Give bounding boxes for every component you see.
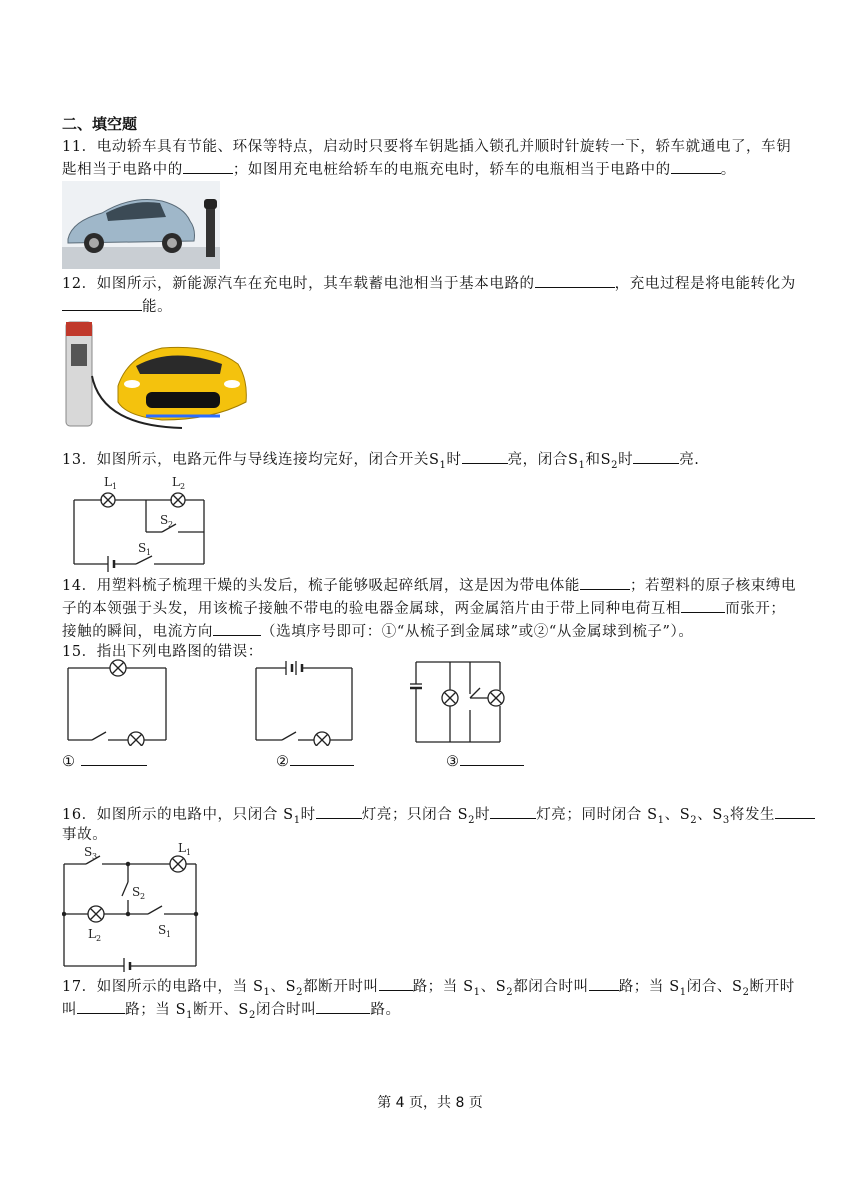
q17-sub-6: 2 [742, 986, 750, 998]
q13-sub-2: 1 [578, 459, 586, 471]
q13-label-S2-sub: 2 [168, 520, 174, 529]
q12-text-b: ，充电过程是将电能转化为 [614, 276, 796, 292]
q17-text-l: 断开、S [193, 1002, 249, 1018]
q15-option-1 [62, 750, 162, 774]
q13-label-S1-sub: 1 [146, 548, 152, 557]
q17-text-i: 断开时 [749, 979, 795, 995]
q16-circuit-diagram [62, 842, 202, 972]
page-footer: 第 4 页，共 8 页 [377, 1095, 483, 1111]
q17-blank-4[interactable] [316, 999, 370, 1014]
q15-opt3-label: ③ [446, 754, 460, 770]
q15-circuit-2 [252, 658, 372, 746]
q17-text-e: 、S [480, 979, 507, 995]
q16-label-S3-sub: 3 [92, 852, 98, 861]
q15-line1: 15．指出下列电路图的错误： [62, 644, 263, 660]
q16-blank-3[interactable] [775, 804, 815, 819]
q17-line2 [62, 998, 832, 1028]
q17-text-m: 闭合时叫 [255, 1002, 317, 1018]
q15-blank-3[interactable] [460, 751, 524, 766]
q16-label-S2: S [132, 885, 141, 899]
q13-text-a: 13．如图所示，电路元件与导线连接均完好，闭合开关S [62, 452, 440, 468]
q11-line1: 11．电动轿车具有节能、环保等特点，启动时只要将车钥匙插入锁孔并顺时针旋转一下，轿车就通电了，车钥 [62, 139, 792, 155]
q13-blank-1[interactable] [462, 449, 508, 464]
q13-sub-3: 2 [611, 459, 619, 471]
q12-text-c: 能。 [142, 299, 173, 315]
q17-text-a: 17．如图所示的电路中，当 S [62, 979, 264, 995]
q16-label-L1: L [178, 842, 186, 855]
q15-circuit-3 [404, 658, 514, 746]
q14-text-e: 接触的瞬间，电流方向 [62, 624, 213, 640]
q11-line2 [62, 158, 832, 182]
q11-text-c: 。 [720, 162, 736, 178]
q16-text-f: 、S [664, 807, 691, 823]
q13-label-L2-sub: 2 [180, 482, 186, 491]
q17-text-d: 路；当 S [412, 979, 474, 995]
q16-text-c: 灯亮；只闭合 S [361, 807, 469, 823]
q16-sub-4: 2 [690, 814, 698, 826]
q17-sub-5: 1 [679, 986, 687, 998]
q16-blank-1[interactable] [316, 804, 362, 819]
q15-option-2 [276, 750, 376, 774]
q13-blank-2[interactable] [633, 449, 679, 464]
q15-blank-2[interactable] [290, 751, 354, 766]
q14-text-b: ；若塑料的原子核束缚电 [629, 578, 797, 594]
q13-text-d: 和S [585, 452, 612, 468]
q14-blank-2[interactable] [681, 598, 725, 613]
q14-blank-3[interactable] [213, 621, 261, 636]
q16-text-h: 将发生 [729, 807, 776, 823]
q13-label-S1: S [138, 541, 147, 555]
q16-sub-5: 3 [722, 814, 730, 826]
q17-sub-8: 2 [248, 1009, 256, 1021]
q16-label-L2: L [88, 927, 96, 941]
q17-sub-3: 1 [473, 986, 481, 998]
q15-option-3 [446, 750, 546, 774]
q12-blank-1[interactable] [535, 273, 615, 288]
q17-text-f: 都闭合时叫 [513, 979, 589, 995]
q17-sub-1: 1 [263, 986, 271, 998]
q13-label-L2: L [172, 475, 180, 489]
q17-blank-3[interactable] [77, 999, 125, 1014]
q17-text-b: 、S [270, 979, 297, 995]
q16-text-e: 灯亮；同时闭合 S [536, 807, 658, 823]
q11-text-b: ；如图用充电桩给轿车的电瓶充电时，轿车的电瓶相当于电路中的 [232, 162, 671, 178]
q13-label-L1: L [104, 475, 112, 489]
q16-label-S1-sub: 1 [166, 930, 172, 939]
car-charging-photo [62, 181, 220, 269]
q14-line2 [62, 597, 832, 621]
q16-text-a: 16．如图所示的电路中，只闭合 S [62, 807, 294, 823]
q17-text-c: 都断开时叫 [303, 979, 379, 995]
q16-label-S2-sub: 2 [140, 892, 146, 901]
q17-sub-7: 1 [186, 1009, 194, 1021]
q14-text-a: 14．用塑料梳子梳理干燥的头发后，梳子能够吸起碎纸屑，这是因为带电体能 [62, 578, 580, 594]
q17-sub-2: 2 [296, 986, 304, 998]
q12-line1 [62, 272, 832, 296]
q12-blank-2[interactable] [62, 296, 142, 311]
q11-blank-2[interactable] [671, 159, 721, 174]
q17-text-n: 路。 [370, 1002, 401, 1018]
q16-sub-1: 1 [293, 814, 301, 826]
q11-text-a: 匙相当于电路中的 [62, 162, 183, 178]
q13-sub-1: 1 [439, 459, 447, 471]
section-title: 二、填空题 [62, 115, 138, 133]
q16-label-S1: S [158, 923, 167, 937]
q13-text-b: 时 [446, 452, 462, 468]
q14-line1 [62, 574, 832, 598]
q11-blank-1[interactable] [183, 159, 233, 174]
q16-line2: 事故。 [62, 827, 108, 843]
q15-blank-1[interactable] [81, 751, 147, 766]
q16-label-S3: S [84, 845, 93, 859]
q16-sub-2: 2 [468, 814, 476, 826]
ev-charger-photo [62, 316, 252, 440]
q15-opt2-label: ② [276, 754, 290, 770]
q15-circuit-1 [62, 658, 182, 746]
q16-sub-3: 1 [657, 814, 665, 826]
q14-text-d: 而张开； [725, 601, 786, 617]
q17-text-h: 闭合、S [686, 979, 743, 995]
q13-circuit-diagram [66, 472, 212, 572]
q16-blank-2[interactable] [490, 804, 536, 819]
q13-text-f: 亮. [679, 452, 700, 468]
q13-text-c: 亮，闭合S [507, 452, 579, 468]
q17-blank-2[interactable] [589, 976, 619, 991]
q14-blank-1[interactable] [580, 575, 630, 590]
q16-text-b: 时 [300, 807, 316, 823]
q16-label-L1-sub: 1 [186, 848, 192, 857]
q13-label-S2: S [160, 513, 169, 527]
q13-label-L1-sub: 1 [112, 482, 118, 491]
q17-text-g: 路；当 S [618, 979, 680, 995]
q13-text-e: 时 [618, 452, 634, 468]
q14-text-c: 子的本领强于头发，用该梳子接触不带电的验电器金属球，两金属箔片由于带上同种电荷互相 [62, 601, 682, 617]
q15-opt1-label: ① [62, 754, 76, 770]
q16-text-g: 、S [697, 807, 723, 823]
q17-text-k: 路；当 S [125, 1002, 187, 1018]
q16-text-d: 时 [475, 807, 491, 823]
q14-text-f: （选填序号即可：①“从梳子到金属球”或②“从金属球到梳子”）。 [261, 624, 694, 640]
q17-blank-1[interactable] [379, 976, 413, 991]
q17-text-j: 叫 [62, 1002, 78, 1018]
q16-label-L2-sub: 2 [96, 934, 102, 943]
q17-sub-4: 2 [506, 986, 514, 998]
q12-text-a: 12．如图所示，新能源汽车在充电时，其车载蓄电池相当于基本电路的 [62, 276, 535, 292]
